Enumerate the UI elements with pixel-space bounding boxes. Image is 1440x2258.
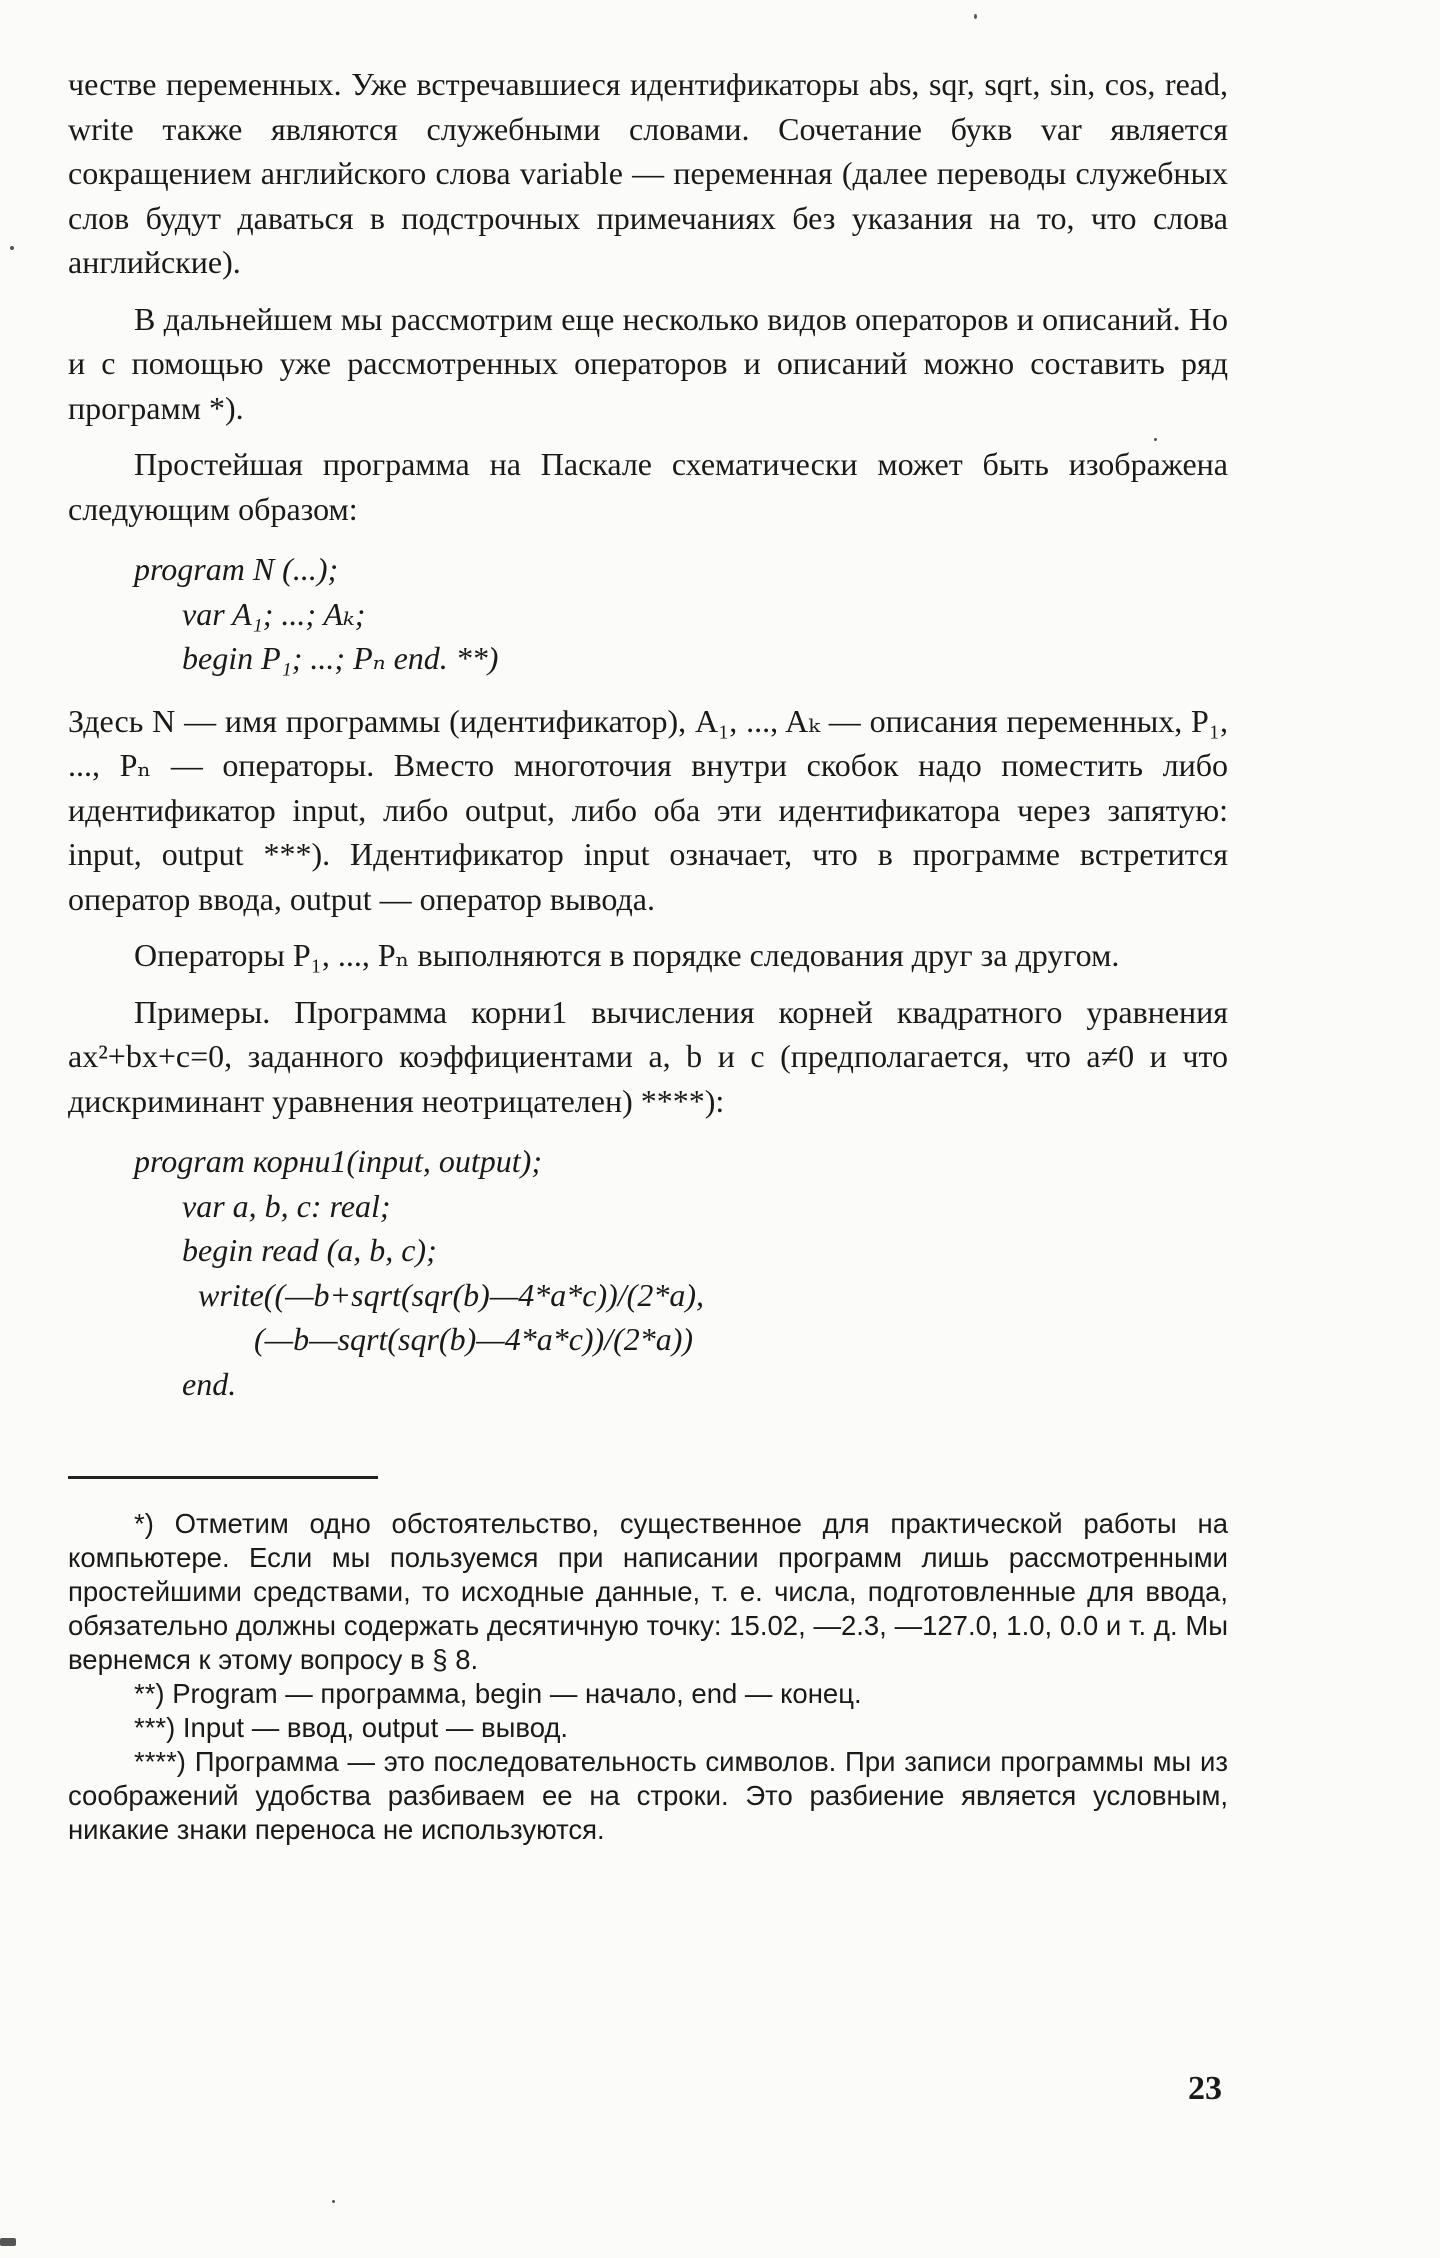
print-speck: [1154, 438, 1157, 441]
code-block-schema: [134, 547, 1228, 681]
code-line: begin read (a, b, c);: [134, 1232, 437, 1268]
print-speck: [332, 2200, 335, 2203]
footnote-2: **) Program — программа, begin — начало, end — конец.: [134, 1678, 862, 1709]
paragraph-continuation: честве переменных. Уже встречавшиеся идентификаторы abs, sqr, sqrt, sin, cos, read, write также являются служебными словами. Сочетание букв var является сокращением английского слова variable — переменная (далее переводы служебных слов будут даваться в подстрочных примечаниях без указания на то, что слова английские).: [68, 66, 1228, 280]
code-line: end.: [134, 1365, 237, 1402]
code-block-example: [134, 1139, 1228, 1406]
paragraph-examples: Примеры. Программа корни1 вычисления корней квадратного уравнения ax²+bx+c=0, заданного коэффициентами a, b и c (предполагается, что a≠0 и что дискриминант уравнения неотрицателен) ****):: [68, 993, 1228, 1119]
code-line: program корни1(input, output);: [134, 1143, 542, 1179]
paragraph-simplest-program: Простейшая программа на Паскале схематически может быть изображена следующим образом:: [68, 446, 1228, 527]
print-speck: [0, 2238, 16, 2246]
paragraph-further-operators: В дальнейшем мы рассмотрим еще несколько видов операторов и описаний. Но и с помощью уже рассмотренных операторов и описаний можно составить ряд программ *).: [68, 300, 1228, 426]
code-line: begin P₁; ...; Pₙ end. **): [134, 640, 499, 676]
code-line: var a, b, c: real;: [134, 1187, 391, 1224]
code-line: (—b—sqrt(sqr(b)—4*a*c))/(2*a)): [134, 1321, 694, 1357]
footnote-3: ***) Input — ввод, output — вывод.: [134, 1712, 569, 1743]
code-line: write((—b+sqrt(sqr(b)—4*a*c))/(2*a),: [134, 1276, 704, 1313]
paragraph-operators-order: Операторы P₁, ..., Pₙ выполняются в порядке следования друг за другом.: [134, 937, 1120, 973]
footnote-divider: [68, 1476, 378, 1479]
footnote-1: *) Отметим одно обстоятельство, существенное для практической работы на компьютере. Если мы пользуемся при написании программ лишь рассмотренными простейшими средствами, то исходные данные, т. е. числа, подготовленные для ввода, обязательно должны содержать десятичную точку: 15.02, —2.3, —127.0, 1.0, 0.0 и т. д. Мы вернемся к этому вопросу в § 8.: [68, 1508, 1228, 1675]
print-speck: [10, 246, 14, 250]
footnote-4: ****) Программа — это последовательность символов. При записи программы мы из соображений удобства разбиваем ее на строки. Это разбиение является условным, никакие знаки переноса не используются.: [68, 1746, 1228, 1845]
print-speck: [974, 14, 977, 19]
code-line: program N (...);: [134, 551, 339, 587]
paragraph-explanation: Здесь N — имя программы (идентификатор), A₁, ..., Aₖ — описания переменных, P₁, ..., Pₙ — операторы. Вместо многоточия внутри скобок надо поместить либо идентификатор input, либо output, либо оба эти идентификатора через запятую: input, output ***). Идентификатор input означает, что в программе встретится оператор ввода, output — оператор вывода.: [68, 702, 1228, 917]
code-line: var A₁; ...; Aₖ;: [134, 595, 366, 632]
page-number: 23: [1188, 2070, 1222, 2107]
page-content: [68, 62, 1228, 1847]
